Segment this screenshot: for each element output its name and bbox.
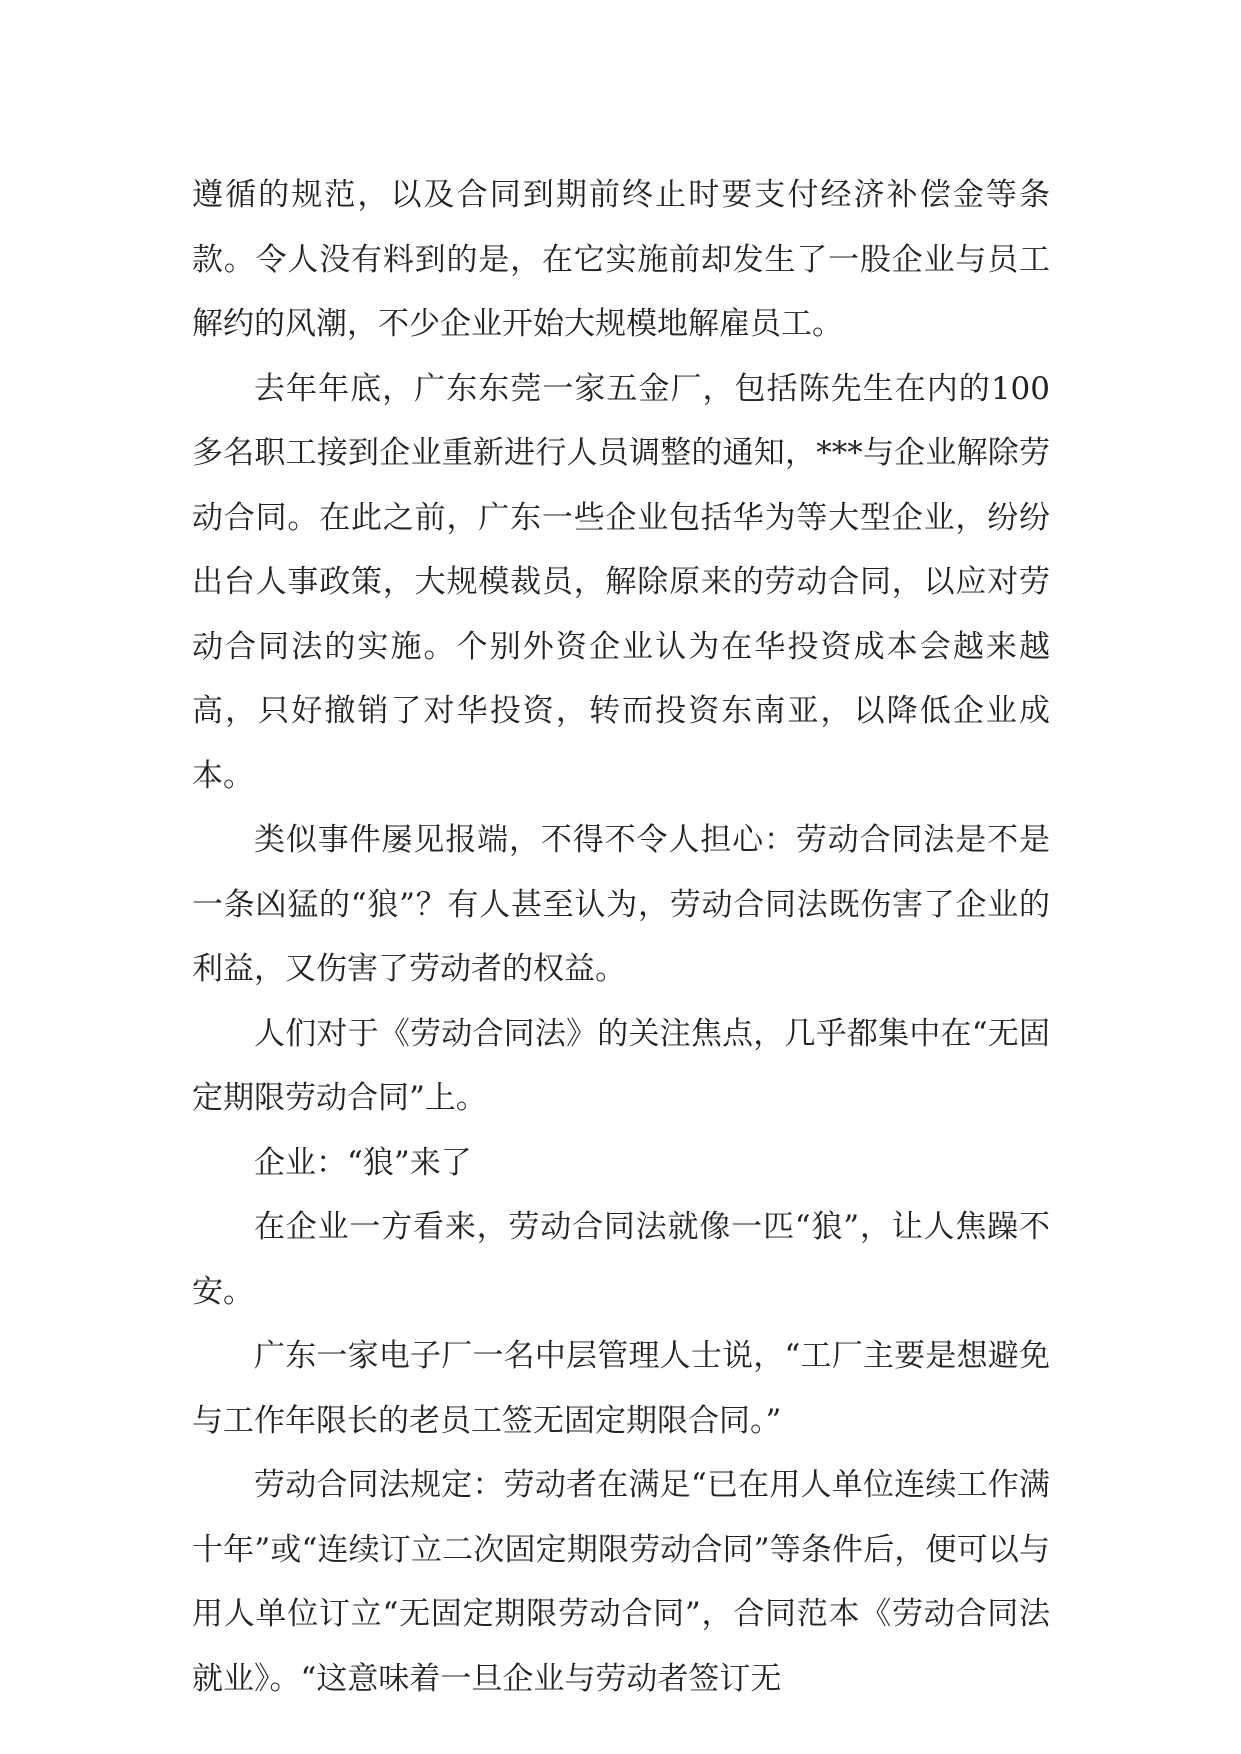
paragraph: 劳动合同法规定：劳动者在满足“已在用人单位连续工作满十年”或“连续订立二次固定期限劳动合同”等条件后，便可以与用人单位订立“无固定期限劳动合同”，合同范本《劳动合同法 就业》。“这意味着一旦企业与劳动者签订无 [192, 1467, 1050, 1697]
paragraph: 广东一家电子厂一名中层管理人士说，“工厂主要是想避免与工作年限长的老员工签无固定期限合同。” [192, 1338, 1050, 1439]
body-text [192, 163, 1050, 1711]
paragraph: 人们对于《劳动合同法》的关注焦点，几乎都集中在“无固定期限劳动合同”上。 [192, 1015, 1050, 1116]
section-heading: 企业：“狼”来了 [254, 1144, 472, 1181]
paragraph: 去年年底，广东东莞一家五金厂，包括陈先生在内的100多名职工接到企业重新进行人员调整的通知，***与企业解除劳动合同。在此之前，广东一些企业包括华为等大型企业，纷纷出台人事政策，大规模裁员，解除原来的劳动合同，以应对劳动合同法的实施。个别外资企业认为在华投资成本会越来越高，只好撤销了对华投资，转而投资东南亚，以降低企业成本。 [192, 370, 1050, 794]
paragraph: 遵循的规范，以及合同到期前终止时要支付经济补偿金等条款。令人没有料到的是，在它实施前却发生了一股企业与员工解约的风潮，不少企业开始大规模地解雇员工。 [192, 177, 1050, 342]
paragraph: 类似事件屡见报端，不得不令人担心：劳动合同法是不是一条凶猛的“狼”？有人甚至认为，劳动合同法既伤害了企业的利益，又伤害了劳动者的权益。 [192, 822, 1050, 987]
paragraph: 在企业一方看来，劳动合同法就像一匹“狼”，让人焦躁不安。 [192, 1209, 1050, 1310]
